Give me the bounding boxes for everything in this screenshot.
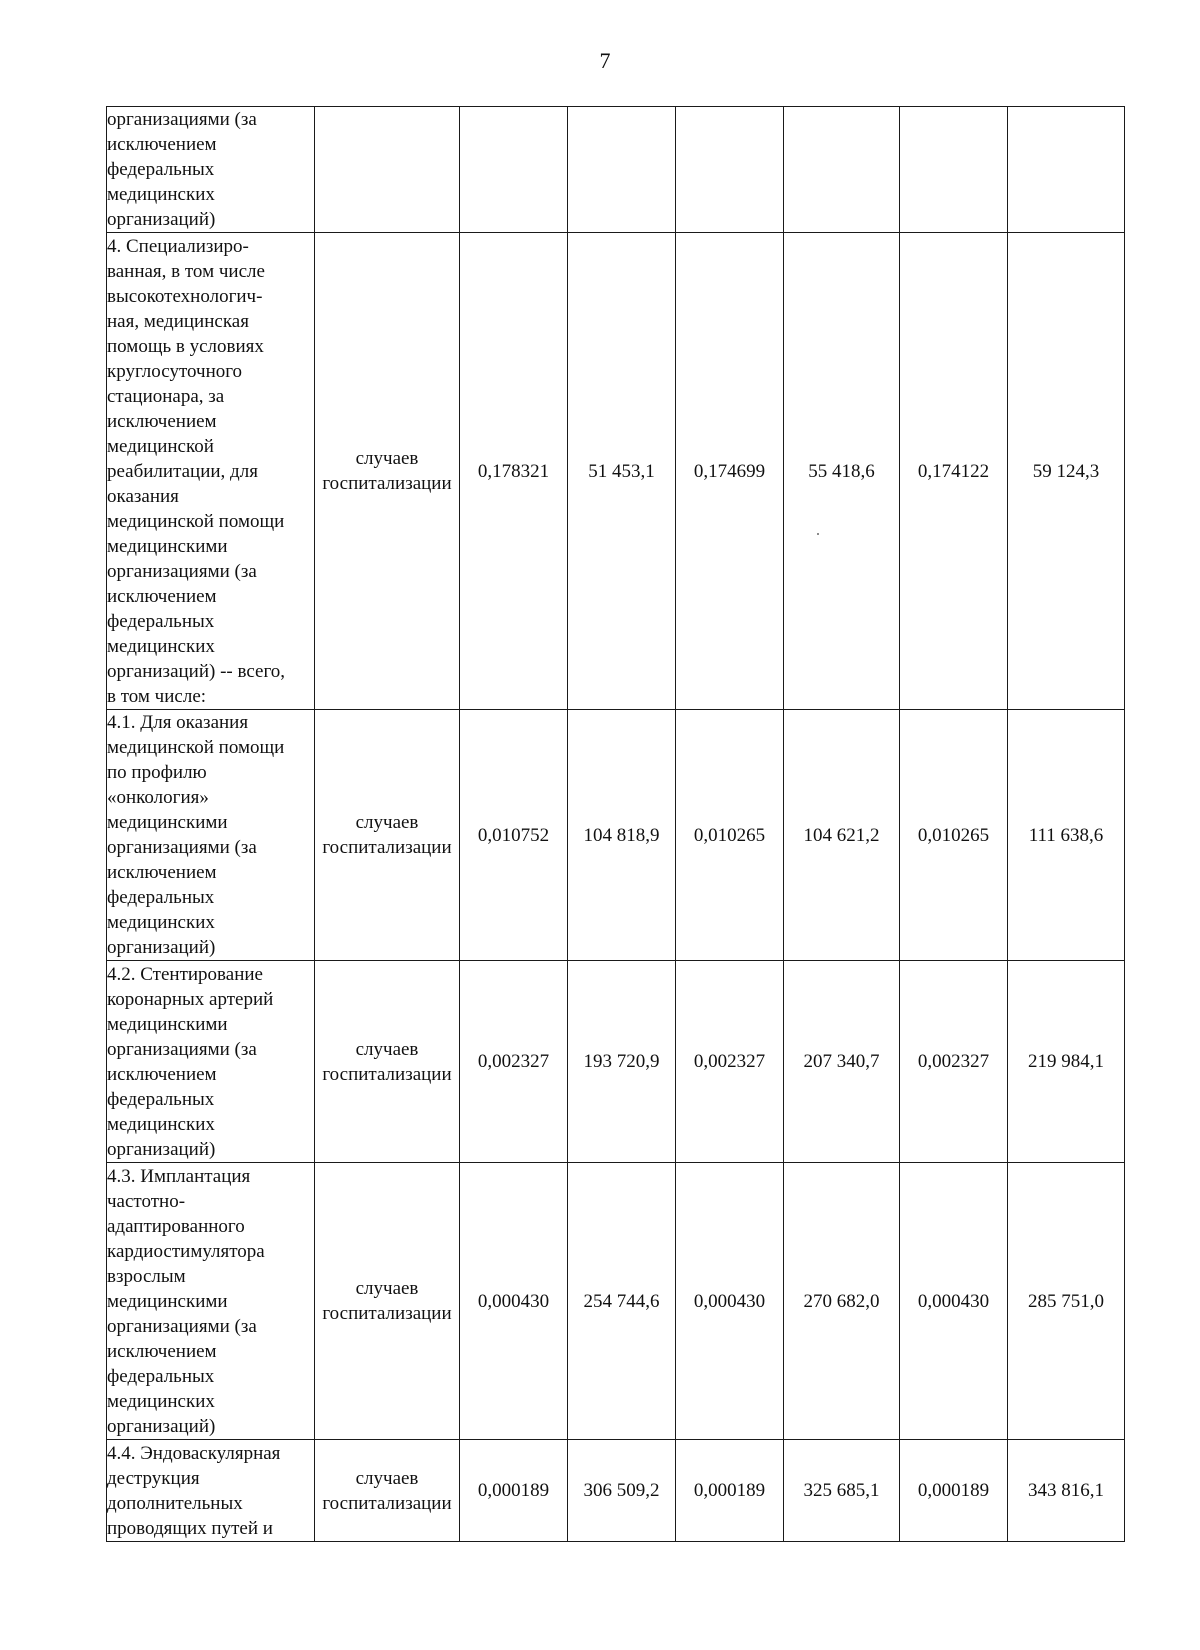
page-number: 7 xyxy=(599,48,611,73)
value-cell: 0,174699 xyxy=(676,233,784,710)
value-cell: 0,000430 xyxy=(900,1163,1008,1440)
table-row xyxy=(107,961,1125,1163)
value-cell: 104 818,9 xyxy=(568,710,676,961)
value-cell: 343 816,1 xyxy=(1008,1440,1125,1542)
row-name: организациями (за исключением федеральных медицинских организаций) xyxy=(107,109,257,230)
value-cell: 55 418,6 xyxy=(784,233,900,710)
row-name-cell xyxy=(107,107,315,233)
value-cell: 0,002327 xyxy=(460,961,568,1163)
unit-cell: случаев госпитализации xyxy=(315,1440,460,1542)
value-cell: 285 751,0 xyxy=(1008,1163,1125,1440)
value-cell: 0,000430 xyxy=(460,1163,568,1440)
value-cell: 0,000189 xyxy=(460,1440,568,1542)
value-cell: 0,000189 xyxy=(900,1440,1008,1542)
row-name-cell xyxy=(107,710,315,961)
unit-cell: случаев госпитализации xyxy=(315,1163,460,1440)
table-row xyxy=(107,107,1125,233)
value-cell: 0,002327 xyxy=(676,961,784,1163)
value-cell: 193 720,9 xyxy=(568,961,676,1163)
value-cell: 51 453,1 xyxy=(568,233,676,710)
table-row xyxy=(107,1163,1125,1440)
value-cell xyxy=(568,107,676,233)
row-name: 4.4. Эндоваскулярная деструкция дополнительных проводящих путей и xyxy=(107,1442,281,1539)
value-cell: 111 638,6 xyxy=(1008,710,1125,961)
row-name-cell xyxy=(107,1440,315,1542)
value-cell: 254 744,6 xyxy=(568,1163,676,1440)
value-cell: 0,174122 xyxy=(900,233,1008,710)
value-cell xyxy=(460,107,568,233)
value-cell: 207 340,7 xyxy=(784,961,900,1163)
value-cell: 306 509,2 xyxy=(568,1440,676,1542)
value-cell: 0,010752 xyxy=(460,710,568,961)
value-cell xyxy=(676,107,784,233)
unit-cell: случаев госпитализации xyxy=(315,233,460,710)
row-name-cell xyxy=(107,233,315,710)
table-row xyxy=(107,710,1125,961)
value-cell xyxy=(784,107,900,233)
row-name-cell xyxy=(107,1163,315,1440)
value-cell: 104 621,2 xyxy=(784,710,900,961)
data-table xyxy=(106,106,1125,1542)
row-name: 4.2. Стентирование коронарных артерий медицинскими организациями (за исключением федеральных медицинских организаций) xyxy=(107,963,274,1160)
unit-cell: случаев госпитализации xyxy=(315,710,460,961)
value-cell: 0,010265 xyxy=(900,710,1008,961)
scan-speck xyxy=(817,533,819,535)
unit-cell xyxy=(315,107,460,233)
value-cell: 0,178321 xyxy=(460,233,568,710)
unit-cell: случаев госпитализации xyxy=(315,961,460,1163)
value-cell: 325 685,1 xyxy=(784,1440,900,1542)
row-name: 4.1. Для оказания медицинской помощи по профилю «онкология» медицинскими организациями (за исключением федеральных медицинских организаций) xyxy=(107,712,285,958)
value-cell: 0,000430 xyxy=(676,1163,784,1440)
value-cell: 0,002327 xyxy=(900,961,1008,1163)
table-row xyxy=(107,233,1125,710)
row-name: 4. Специализиро- ванная, в том числе высокотехнологич- ная, медицинская помощь в условиях круглосуточного стационара, за исключением медицинской реабилитации, для оказания медицинской помощи медицинскими организациями (за исключением федеральных медицинских организаций) -- всего, в том числе: xyxy=(107,235,286,707)
table-row xyxy=(107,1440,1125,1542)
value-cell: 219 984,1 xyxy=(1008,961,1125,1163)
value-cell xyxy=(1008,107,1125,233)
row-name: 4.3. Имплантация частотно- адаптированного кардиостимулятора взрослым медицинскими организациями (за исключением федеральных медицинских организаций) xyxy=(107,1165,265,1437)
value-cell: 270 682,0 xyxy=(784,1163,900,1440)
value-cell xyxy=(900,107,1008,233)
value-cell: 0,010265 xyxy=(676,710,784,961)
value-cell: 59 124,3 xyxy=(1008,233,1125,710)
value-cell: 0,000189 xyxy=(676,1440,784,1542)
row-name-cell xyxy=(107,961,315,1163)
